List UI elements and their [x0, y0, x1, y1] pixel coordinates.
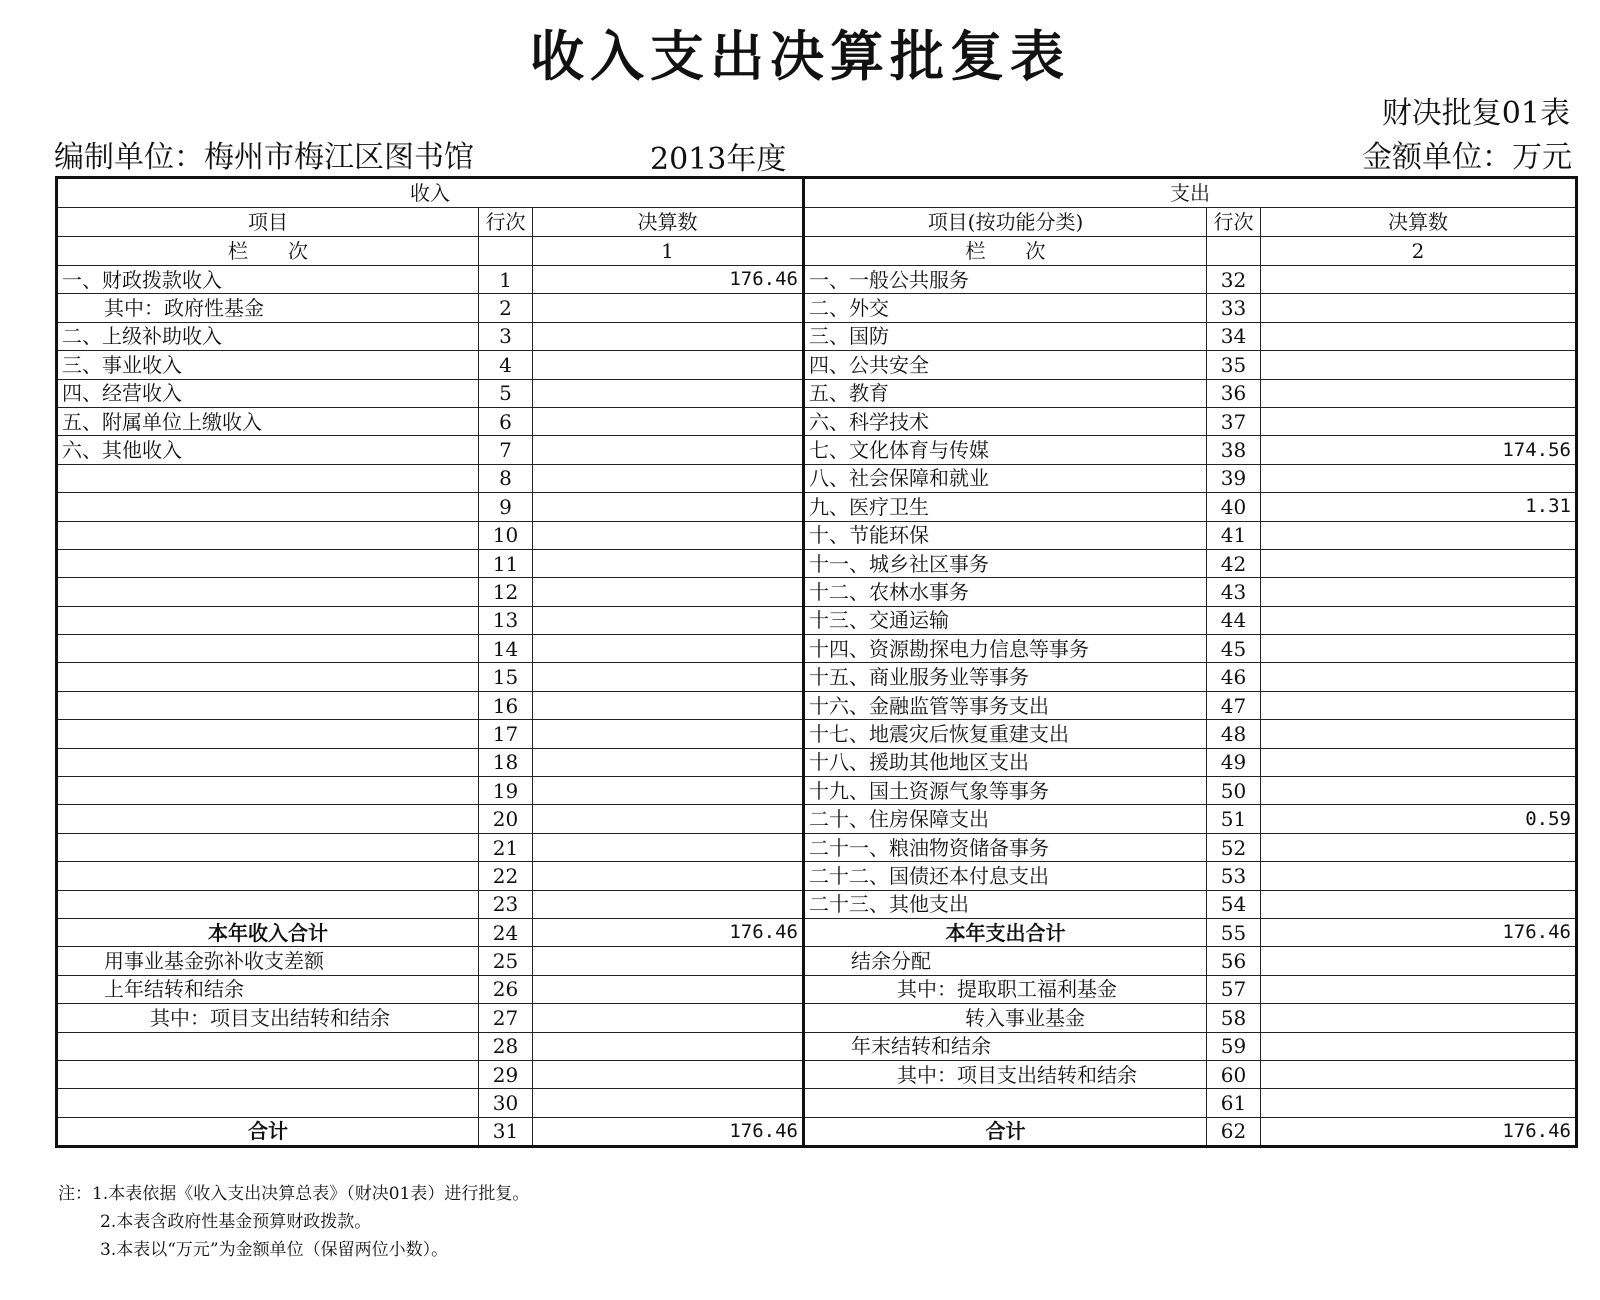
income-item-cell: [57, 691, 479, 719]
income-rowno-cell: 3: [479, 322, 533, 350]
expense-amount-cell: [1261, 777, 1577, 805]
table-row: [57, 464, 1577, 492]
income-amount-cell: [533, 947, 804, 975]
income-item-cell: [57, 862, 479, 890]
income-rowno-cell: 4: [479, 351, 533, 379]
income-amount-cell: [533, 407, 804, 435]
expense-item-cell: 十六、金融监管等事务支出: [804, 691, 1207, 719]
expense-item-cell: 十二、农林水事务: [804, 578, 1207, 606]
expense-item-cell: 二十三、其他支出: [804, 890, 1207, 918]
table-row: [57, 266, 1577, 294]
income-rowno-cell: 18: [479, 748, 533, 776]
expense-rowno-cell: 53: [1207, 862, 1261, 890]
income-amount-cell: [533, 294, 804, 322]
expense-amount-header: 决算数: [1261, 208, 1577, 237]
income-col-index: 1: [533, 237, 804, 266]
income-rowno-cell: 19: [479, 777, 533, 805]
expense-item-cell: 合计: [804, 1117, 1207, 1146]
expense-rowno-cell: 59: [1207, 1032, 1261, 1060]
expense-amount-cell: [1261, 720, 1577, 748]
expense-rowno-cell: 62: [1207, 1117, 1261, 1146]
income-item-cell: [57, 606, 479, 634]
expense-item-cell: 二十一、粮油物资储备事务: [804, 833, 1207, 861]
note-2: 2.本表含政府性基金预算财政拨款。: [100, 1212, 372, 1232]
income-amount-cell: [533, 663, 804, 691]
income-col-label: 栏 次: [57, 237, 479, 266]
expense-item-cell: 九、医疗卫生: [804, 493, 1207, 521]
expense-amount-cell: 176.46: [1261, 918, 1577, 946]
table-row: [57, 521, 1577, 549]
income-amount-cell: [533, 578, 804, 606]
expense-amount-cell: [1261, 578, 1577, 606]
income-rowno-cell: 8: [479, 464, 533, 492]
column-index-row: [57, 237, 1577, 266]
expense-amount-cell: [1261, 890, 1577, 918]
expense-rowno-cell: 38: [1207, 436, 1261, 464]
expense-amount-cell: [1261, 266, 1577, 294]
table-row: [57, 578, 1577, 606]
expense-amount-cell: [1261, 407, 1577, 435]
expense-rowno-cell: 39: [1207, 464, 1261, 492]
income-item-cell: [57, 890, 479, 918]
table-row: [57, 1004, 1577, 1032]
income-rowno-cell: 27: [479, 1004, 533, 1032]
income-amount-header: 决算数: [533, 208, 804, 237]
income-item-cell: [57, 748, 479, 776]
income-item-cell: [57, 1032, 479, 1060]
expense-item-cell: 七、文化体育与传媒: [804, 436, 1207, 464]
expense-amount-cell: 0.59: [1261, 805, 1577, 833]
income-rowno-cell: 13: [479, 606, 533, 634]
income-amount-cell: [533, 1060, 804, 1088]
income-amount-cell: [533, 890, 804, 918]
expense-item-cell: 八、社会保障和就业: [804, 464, 1207, 492]
expense-col-empty: [1207, 237, 1261, 266]
expense-item-cell: 二、外交: [804, 294, 1207, 322]
expense-header: 支出: [804, 178, 1577, 208]
income-item-cell: [57, 1060, 479, 1088]
expense-rowno-cell: 60: [1207, 1060, 1261, 1088]
table-row: [57, 351, 1577, 379]
expense-rowno-cell: 56: [1207, 947, 1261, 975]
compiling-unit: 编制单位：梅州市梅江区图书馆: [54, 140, 474, 175]
fiscal-year: 2013年度: [650, 142, 787, 177]
income-item-cell: 本年收入合计: [57, 918, 479, 946]
income-item-cell: [57, 493, 479, 521]
income-rowno-cell: 21: [479, 833, 533, 861]
income-amount-cell: 176.46: [533, 1117, 804, 1146]
income-rowno-cell: 24: [479, 918, 533, 946]
expense-amount-cell: [1261, 691, 1577, 719]
expense-item-cell: 十四、资源勘探电力信息等事务: [804, 635, 1207, 663]
table-row: [57, 890, 1577, 918]
note-3: 3.本表以“万元”为金额单位（保留两位小数）。: [100, 1240, 449, 1260]
income-amount-cell: [533, 1089, 804, 1117]
table-row: [57, 1089, 1577, 1117]
expense-rowno-cell: 44: [1207, 606, 1261, 634]
expense-rowno-cell: 48: [1207, 720, 1261, 748]
table-row: [57, 947, 1577, 975]
income-amount-cell: [533, 1032, 804, 1060]
income-amount-cell: [533, 720, 804, 748]
expense-item-cell: 一、一般公共服务: [804, 266, 1207, 294]
expense-rowno-cell: 52: [1207, 833, 1261, 861]
income-item-cell: 一、财政拨款收入: [57, 266, 479, 294]
income-amount-cell: [533, 833, 804, 861]
expense-amount-cell: [1261, 464, 1577, 492]
expense-item-cell: 二十二、国债还本付息支出: [804, 862, 1207, 890]
expense-amount-cell: [1261, 975, 1577, 1003]
income-amount-cell: [533, 322, 804, 350]
income-rowno-cell: 23: [479, 890, 533, 918]
income-rowno-cell: 7: [479, 436, 533, 464]
table-row: [57, 635, 1577, 663]
expense-rowno-cell: 57: [1207, 975, 1261, 1003]
expense-amount-cell: [1261, 549, 1577, 577]
income-item-cell: [57, 833, 479, 861]
expense-rowno-cell: 43: [1207, 578, 1261, 606]
table-row: [57, 833, 1577, 861]
table-row: [57, 493, 1577, 521]
income-item-cell: [57, 464, 479, 492]
income-item-cell: 三、事业收入: [57, 351, 479, 379]
expense-rowno-header: 行次: [1207, 208, 1261, 237]
table-row: [57, 1032, 1577, 1060]
income-amount-cell: 176.46: [533, 918, 804, 946]
expense-rowno-cell: 36: [1207, 379, 1261, 407]
expense-item-cell: 六、科学技术: [804, 407, 1207, 435]
income-rowno-cell: 22: [479, 862, 533, 890]
expense-amount-cell: [1261, 1089, 1577, 1117]
income-item-cell: [57, 549, 479, 577]
table-row: [57, 606, 1577, 634]
expense-item-cell: 五、教育: [804, 379, 1207, 407]
expense-rowno-cell: 41: [1207, 521, 1261, 549]
expense-rowno-cell: 61: [1207, 1089, 1261, 1117]
income-item-cell: 上年结转和结余: [57, 975, 479, 1003]
expense-amount-cell: 1.31: [1261, 493, 1577, 521]
amount-unit: 金额单位：万元: [1362, 140, 1572, 175]
income-amount-cell: [533, 351, 804, 379]
expense-item-cell: 十五、商业服务业等事务: [804, 663, 1207, 691]
income-amount-cell: [533, 1004, 804, 1032]
expense-item-header: 项目(按功能分类): [804, 208, 1207, 237]
income-item-cell: [57, 521, 479, 549]
income-item-cell: [57, 635, 479, 663]
income-item-cell: 合计: [57, 1117, 479, 1146]
expense-rowno-cell: 47: [1207, 691, 1261, 719]
income-rowno-cell: 14: [479, 635, 533, 663]
expense-item-cell: 四、公共安全: [804, 351, 1207, 379]
expense-rowno-cell: 50: [1207, 777, 1261, 805]
income-item-cell: [57, 578, 479, 606]
expense-item-cell: 年末结转和结余: [804, 1032, 1207, 1060]
income-amount-cell: [533, 635, 804, 663]
income-rowno-cell: 28: [479, 1032, 533, 1060]
table-row: [57, 748, 1577, 776]
income-rowno-cell: 1: [479, 266, 533, 294]
income-rowno-cell: 11: [479, 549, 533, 577]
income-amount-cell: [533, 521, 804, 549]
income-rowno-cell: 26: [479, 975, 533, 1003]
income-item-header: 项目: [57, 208, 479, 237]
table-row: [57, 663, 1577, 691]
income-rowno-cell: 6: [479, 407, 533, 435]
income-amount-cell: [533, 606, 804, 634]
expense-item-cell: 十三、交通运输: [804, 606, 1207, 634]
income-item-cell: 用事业基金弥补收支差额: [57, 947, 479, 975]
income-rowno-cell: 15: [479, 663, 533, 691]
expense-item-cell: 其中：提取职工福利基金: [804, 975, 1207, 1003]
section-header-row: [57, 178, 1577, 208]
expense-amount-cell: 174.56: [1261, 436, 1577, 464]
expense-rowno-cell: 55: [1207, 918, 1261, 946]
expense-amount-cell: [1261, 322, 1577, 350]
note-1: 注：1.本表依据《收入支出决算总表》（财决01表）进行批复。: [58, 1184, 530, 1204]
income-amount-cell: [533, 436, 804, 464]
expense-item-cell: 二十、住房保障支出: [804, 805, 1207, 833]
income-rowno-cell: 12: [479, 578, 533, 606]
table-row: [57, 379, 1577, 407]
expense-col-index: 2: [1261, 237, 1577, 266]
income-rowno-cell: 29: [479, 1060, 533, 1088]
income-col-empty: [479, 237, 533, 266]
expense-rowno-cell: 37: [1207, 407, 1261, 435]
expense-rowno-cell: 58: [1207, 1004, 1261, 1032]
income-amount-cell: [533, 379, 804, 407]
income-item-cell: 其中：项目支出结转和结余: [57, 1004, 479, 1032]
expense-item-cell: 十八、援助其他地区支出: [804, 748, 1207, 776]
expense-amount-cell: [1261, 521, 1577, 549]
expense-amount-cell: [1261, 947, 1577, 975]
income-item-cell: 其中：政府性基金: [57, 294, 479, 322]
table-row: [57, 862, 1577, 890]
table-row: [57, 549, 1577, 577]
table-row: [57, 777, 1577, 805]
income-item-cell: [57, 720, 479, 748]
expense-item-cell: 三、国防: [804, 322, 1207, 350]
expense-amount-cell: [1261, 833, 1577, 861]
income-item-cell: [57, 663, 479, 691]
income-amount-cell: [533, 748, 804, 776]
income-amount-cell: [533, 975, 804, 1003]
footnotes: [58, 1180, 529, 1264]
expense-item-cell: 转入事业基金: [804, 1004, 1207, 1032]
table-row: [57, 691, 1577, 719]
income-amount-cell: [533, 691, 804, 719]
form-number: 财决批复01表: [1381, 96, 1570, 131]
expense-rowno-cell: 32: [1207, 266, 1261, 294]
expense-amount-cell: [1261, 1032, 1577, 1060]
income-header: 收入: [57, 178, 804, 208]
income-rowno-cell: 9: [479, 493, 533, 521]
expense-rowno-cell: 34: [1207, 322, 1261, 350]
expense-amount-cell: [1261, 635, 1577, 663]
expense-amount-cell: [1261, 862, 1577, 890]
settlement-table: [55, 176, 1578, 1148]
expense-item-cell: 十九、国土资源气象等事务: [804, 777, 1207, 805]
table-row: [57, 1060, 1577, 1088]
expense-rowno-cell: 33: [1207, 294, 1261, 322]
table-row: [57, 918, 1577, 946]
income-amount-cell: [533, 777, 804, 805]
table-row: [57, 322, 1577, 350]
income-rowno-cell: 5: [479, 379, 533, 407]
page-title: 收入支出决算批复表: [530, 25, 1070, 88]
expense-item-cell: 十、节能环保: [804, 521, 1207, 549]
expense-amount-cell: [1261, 351, 1577, 379]
income-item-cell: 四、经营收入: [57, 379, 479, 407]
income-amount-cell: [533, 862, 804, 890]
expense-amount-cell: [1261, 663, 1577, 691]
expense-col-label: 栏 次: [804, 237, 1207, 266]
income-rowno-cell: 10: [479, 521, 533, 549]
expense-amount-cell: [1261, 1060, 1577, 1088]
expense-amount-cell: [1261, 294, 1577, 322]
expense-item-cell: 其中：项目支出结转和结余: [804, 1060, 1207, 1088]
expense-item-cell: 十一、城乡社区事务: [804, 549, 1207, 577]
table-row: [57, 436, 1577, 464]
income-rowno-cell: 17: [479, 720, 533, 748]
income-amount-cell: [533, 805, 804, 833]
income-rowno-header: 行次: [479, 208, 533, 237]
table-row: [57, 1117, 1577, 1146]
income-rowno-cell: 20: [479, 805, 533, 833]
expense-item-cell: 结余分配: [804, 947, 1207, 975]
income-amount-cell: [533, 493, 804, 521]
expense-amount-cell: [1261, 606, 1577, 634]
expense-rowno-cell: 54: [1207, 890, 1261, 918]
expense-rowno-cell: 35: [1207, 351, 1261, 379]
expense-rowno-cell: 51: [1207, 805, 1261, 833]
income-rowno-cell: 16: [479, 691, 533, 719]
income-amount-cell: 176.46: [533, 266, 804, 294]
table-row: [57, 720, 1577, 748]
expense-item-cell: [804, 1089, 1207, 1117]
income-item-cell: 二、上级补助收入: [57, 322, 479, 350]
header-line: [54, 132, 1572, 177]
income-amount-cell: [533, 549, 804, 577]
column-header-row: [57, 208, 1577, 237]
income-item-cell: 六、其他收入: [57, 436, 479, 464]
income-amount-cell: [533, 464, 804, 492]
income-item-cell: [57, 805, 479, 833]
expense-amount-cell: [1261, 1004, 1577, 1032]
expense-amount-cell: 176.46: [1261, 1117, 1577, 1146]
table-row: [57, 294, 1577, 322]
income-item-cell: [57, 777, 479, 805]
expense-item-cell: 十七、地震灾后恢复重建支出: [804, 720, 1207, 748]
expense-rowno-cell: 42: [1207, 549, 1261, 577]
table-row: [57, 407, 1577, 435]
income-rowno-cell: 25: [479, 947, 533, 975]
expense-amount-cell: [1261, 748, 1577, 776]
income-rowno-cell: 30: [479, 1089, 533, 1117]
income-item-cell: [57, 1089, 479, 1117]
income-rowno-cell: 31: [479, 1117, 533, 1146]
income-rowno-cell: 2: [479, 294, 533, 322]
income-item-cell: 五、附属单位上缴收入: [57, 407, 479, 435]
expense-amount-cell: [1261, 379, 1577, 407]
table-row: [57, 805, 1577, 833]
expense-rowno-cell: 49: [1207, 748, 1261, 776]
table-row: [57, 975, 1577, 1003]
expense-rowno-cell: 46: [1207, 663, 1261, 691]
expense-item-cell: 本年支出合计: [804, 918, 1207, 946]
expense-rowno-cell: 45: [1207, 635, 1261, 663]
expense-rowno-cell: 40: [1207, 493, 1261, 521]
